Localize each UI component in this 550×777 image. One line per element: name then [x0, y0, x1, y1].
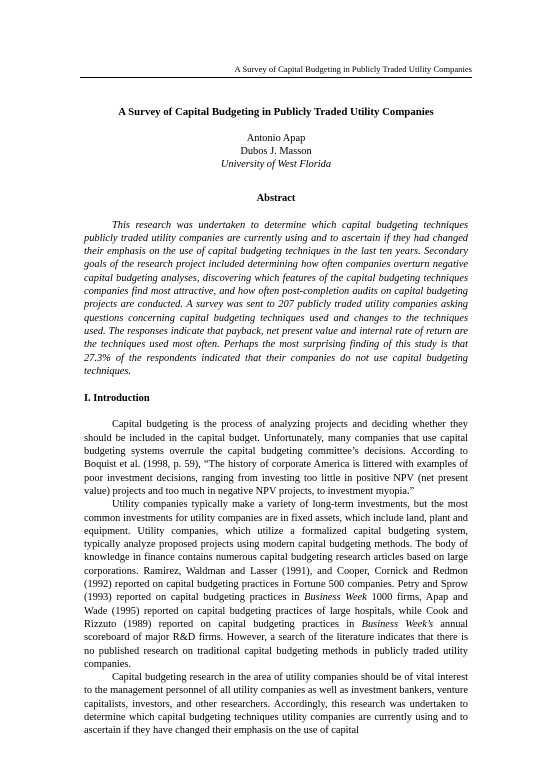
paper-title: A Survey of Capital Budgeting in Publicly Traded Utility Companies [118, 106, 434, 118]
author-block [84, 132, 468, 171]
paragraph-text: 1000 firms, Apap and Wade (1995) reported on capital budgeting practices of large hospitals, while Cook and Rizzuto (1989) reported on capital budgeting practices in [84, 592, 468, 630]
section-heading-introduction: I. Introduction [84, 393, 150, 405]
paper-body [84, 106, 468, 738]
abstract-heading: Abstract [256, 193, 296, 205]
intro-paragraph-2 [84, 498, 468, 671]
abstract-text: This research was undertaken to determine which capital budgeting techniques publicly traded utility companies are currently using and to ascertain if they had changed their emphasis on the use of capital budgeting techniques in the last ten years. Secondary goals of the research project included determining how often companies overturn negative capital budgeting analyses, discovering which features of the capital budgeting techniques companies find most attractive, and how often post-completion audits on capital budgeting projects are conducted. A survey was sent to 207 publicly traded utility companies asking questions concerning capital budgeting techniques used and changes to the techniques used. The responses indicate that payback, net present value and internal rate of return are the techniques used most often. Perhaps the most surprising finding of this study is that 27.3% of the respondents indicated that their companies do not use capital budgeting techniques. [84, 219, 468, 377]
running-header: A Survey of Capital Budgeting in Publicly Traded Utility Companies [234, 64, 472, 74]
journal-name: Business Week [304, 592, 367, 604]
affiliation: University of West Florida [220, 159, 332, 171]
journal-name: Business Week’s [361, 618, 434, 630]
author-name: Antonio Apap [246, 133, 306, 145]
header-rule [80, 77, 472, 78]
paragraph-text: Utility companies typically make a variety of long-term investments, but the most common investments for utility companies are in fixed assets, which include land, plant and equipment. Utility companies, which utilize a formalized capital budgeting system, typically analyze proposed projects using modern capital budgeting methods. The body of knowledge in finance contains numerous capital budgeting research articles based on large corporations. Ramirez, Waldman and Lasser (1991), and Cooper, Cornick and Redmon (1992) reported on capital budgeting practices in Fortune 500 companies. Petry and Sprow (1993) reported on capital budgeting practices in [84, 499, 468, 604]
paragraph-text: annual scoreboard of major R&D firms. However, a search of the literature indicates that there is no published research on traditional capital budgeting methods in publicly traded utility companies. [84, 618, 469, 670]
author-name: Dubos J. Masson [240, 146, 312, 158]
intro-paragraph-1: Capital budgeting is the process of analyzing projects and deciding whether they should be included in the capital budget. Unfortunately, many companies that use capital budgeting systems overrule the capital budgeting committee’s decisions. According to Boquist et al. (1998, p. 59), “The history of corporate America is littered with examples of poor investment decisions, ranging from investing too little in positive NPV (net present value) projects and too much in negative NPV projects, to investment myopia.” [84, 419, 468, 497]
intro-paragraph-3: Capital budgeting research in the area of utility companies should be of vital interest to the management personnel of all utility companies as well as investment bankers, venture capitalists, investors, and other researchers. Accordingly, this research was undertaken to determine which capital budgeting techniques utility companies are currently using and to ascertain if they have changed their emphasis on the use of capital [84, 672, 468, 737]
